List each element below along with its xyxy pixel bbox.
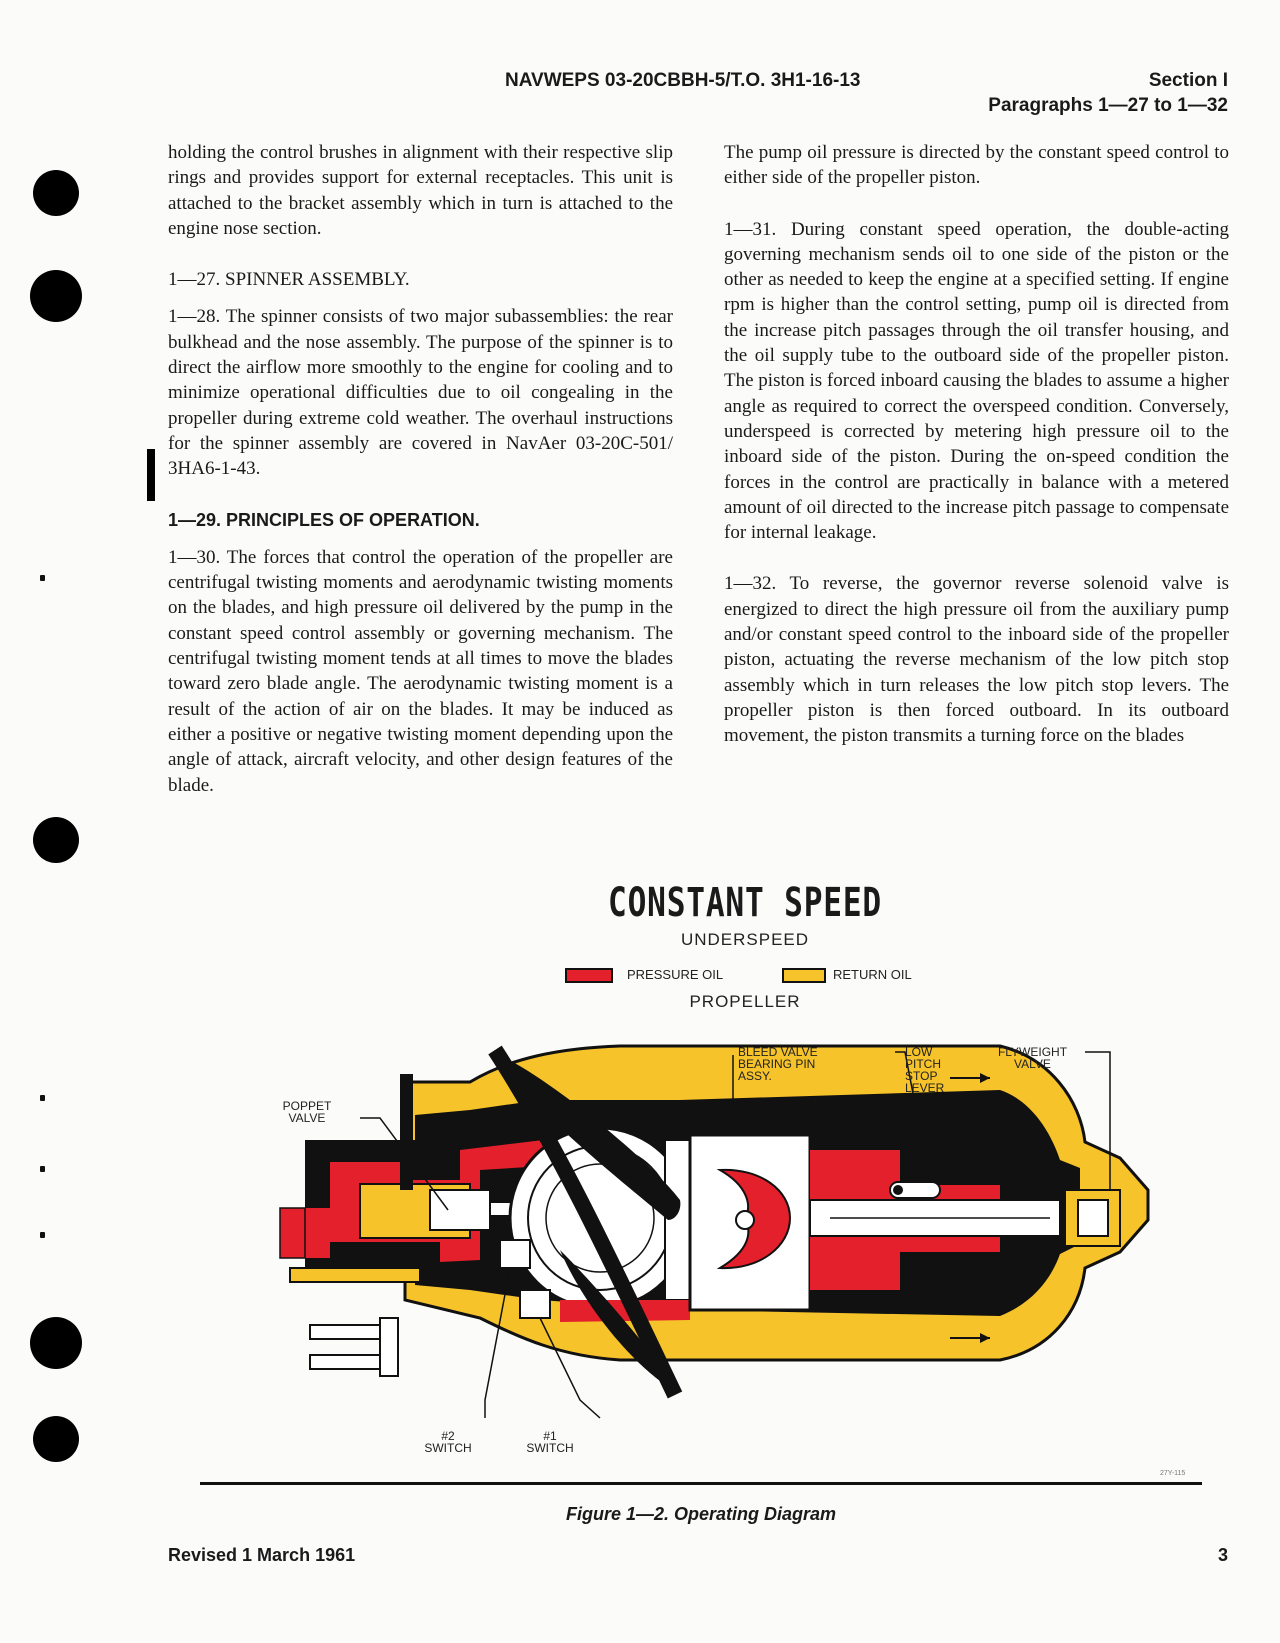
figure-caption: Figure 1—2. Operating Diagram — [565, 1504, 837, 1524]
page-number: 3 — [1217, 1545, 1228, 1565]
heading-spinner-assembly: 1—27. SPINNER ASSEMBLY. — [168, 269, 410, 291]
paragraph-continued: holding the control brushes in alignment with their respective slip rings and provides support for external receptacles. This unit is attached to the bracket assembly which in turn is attached to the engine nose section. — [168, 142, 673, 239]
legend-pressure-oil: PRESSURE OIL — [627, 967, 724, 982]
heading-principles-of-operation: 1—29. PRINCIPLES OF OPERATION. — [168, 509, 480, 530]
label-low-pitch-stop-lever: LOW PITCH STOP LEVER — [905, 1045, 945, 1095]
label-switch-2: #2 SWITCH — [424, 1429, 472, 1455]
label-bleed-valve: BLEED VALVE BEARING PIN ASSY. — [738, 1045, 818, 1083]
label-flyweight-valve: FLYWEIGHT VALVE — [997, 1045, 1068, 1071]
drawing-number: 27Y-115 — [1160, 1470, 1186, 1477]
paragraph-continued: The pump oil pressure is directed by the constant speed control to either side of the propeller piston. — [724, 142, 1229, 189]
document-number: NAVWEPS 03-20CBBH-5/T.O. 3H1-16-13 — [505, 70, 861, 91]
diagram-title: CONSTANT SPEED — [608, 880, 882, 926]
paragraph-1-28: 1—28. The spinner consists of two major subassemblies: the rear bulkhead and the nose assembly. The purpose of the spinner is to direct the airflow more smoothly to the engine for cooling and to minimize operational difficulties due to oil congealing in the propeller during extreme cold weather. The overhaul instructions for the spinner assembly are covered in NavAer 03-20C-501/ 3HA6-1-43. — [168, 306, 673, 480]
paragraph-1-32: 1—32. To reverse, the governor reverse solenoid valve is energized to direct the high pressure oil from the auxiliary pump and/or constant speed control to the inboard side of the propeller piston, actuating the reverse mechanism of the low pitch stop assembly which in turn releases the low pitch stop levers. The propeller piston is then forced outboard. In its outboard movement, the piston transmits a turning force on the blades — [724, 573, 1229, 747]
propeller-label: PROPELLER — [689, 992, 801, 1011]
paragraph-1-30: 1—30. The forces that control the operation of the propeller are centrifugal twisting moments and aerodynamic twisting moments on the blades, and high pressure oil delivered by the pump in the constant speed control assembly or governing mechanism. The centrifugal twisting moment tends at all times to move the blades toward zero blade angle. The aerodynamic twisting moment is a result of the action of air on the blades. It may be induced as either a positive or negative twisting moment depending upon the angle of attack, aircraft velocity, and other design features of the blade. — [168, 546, 673, 796]
paragraph-1-31: 1—31. During constant speed operation, the double-acting governing mechanism sends oil to one side of the piston or the other as needed to keep the engine at a specified setting. If engine rpm is higher than the control setting, pump oil is directed from the increase pitch passages through the oil transfer housing, and the oil supply tube to the outboard side of the propeller piston. The piston is forced inboard causing the blades to assume a higher angle as required to correct the overspeed condition. Conversely, underspeed is corrected by metering high pressure oil to the inboard side of the piston. During the on-speed condition the forces in the control are practically in balance with a metered amount of oil directed to the increase pitch passage to compensate for internal leakage. — [724, 218, 1229, 544]
label-switch-1: #1 SWITCH — [526, 1429, 574, 1455]
legend-return-oil: RETURN OIL — [833, 967, 912, 982]
diagram-subtitle: UNDERSPEED — [680, 930, 810, 949]
section-label: Section I — [1148, 70, 1228, 91]
figure-rule — [200, 1482, 1202, 1485]
label-poppet-valve: POPPET VALVE — [282, 1099, 332, 1125]
paragraph-range: Paragraphs 1—27 to 1—32 — [988, 95, 1228, 116]
revision-date: Revised 1 March 1961 — [168, 1545, 356, 1565]
